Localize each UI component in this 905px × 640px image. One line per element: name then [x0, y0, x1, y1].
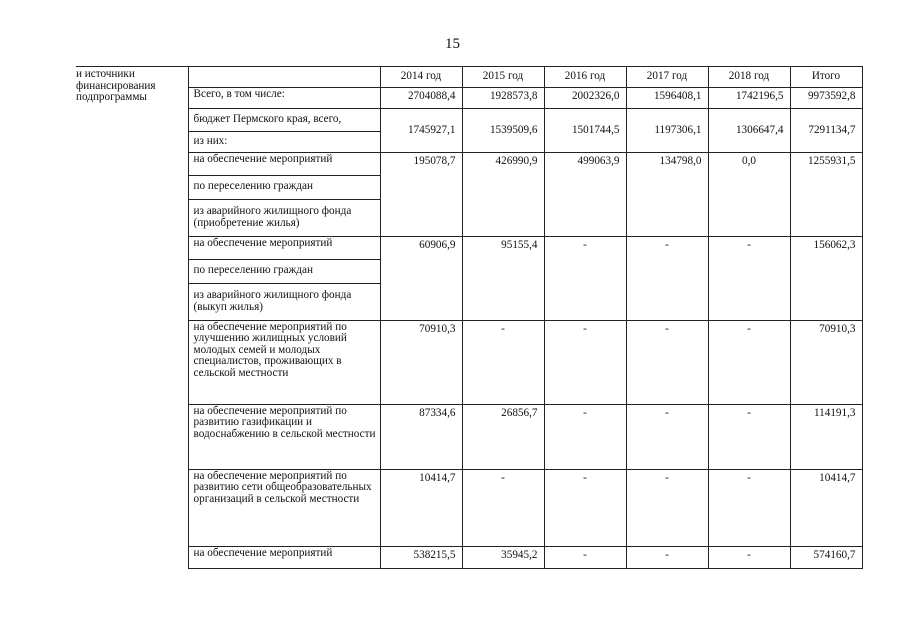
value-cell: 195078,7 — [380, 152, 462, 236]
header-2018: 2018 год — [708, 67, 790, 88]
value-cell: - — [626, 404, 708, 469]
value-cell: 87334,6 — [380, 404, 462, 469]
header-row — [76, 67, 862, 88]
value-cell: - — [462, 320, 544, 404]
value-cell: 1596408,1 — [626, 87, 708, 108]
row-label: на обеспечение мероприятий по улучшению жилищных условий молодых семей и молодых специалистов, проживающих в сельской местности — [188, 320, 380, 404]
table-row-g1 — [76, 152, 862, 175]
value-cell: - — [626, 236, 708, 320]
value-cell: 426990,9 — [462, 152, 544, 236]
value-cell: - — [544, 320, 626, 404]
financing-sources-label: и источники финансирования подпрограммы — [76, 68, 156, 103]
value-cell: - — [462, 469, 544, 546]
table-row-g6 — [76, 546, 862, 568]
value-cell: 9973592,8 — [790, 87, 862, 108]
value-cell: - — [544, 404, 626, 469]
value-cell: - — [544, 469, 626, 546]
row-label: Всего, в том числе: — [188, 87, 380, 108]
value-cell: - — [626, 320, 708, 404]
value-cell: 1928573,8 — [462, 87, 544, 108]
value-cell: 156062,3 — [790, 236, 862, 320]
value-cell: 35945,2 — [462, 546, 544, 568]
table-row-g2 — [76, 236, 862, 259]
value-cell: - — [544, 546, 626, 568]
header-total: Итого — [790, 67, 862, 88]
row-label: бюджет Пермского края, всего, — [188, 108, 380, 131]
row-label: на обеспечение мероприятий по развитию газификации и водоснабжению в сельской местности — [188, 404, 380, 469]
row-label: на обеспечение мероприятий — [188, 236, 380, 259]
table-row-g3 — [76, 320, 862, 404]
value-cell: 70910,3 — [380, 320, 462, 404]
value-cell: - — [544, 236, 626, 320]
row-label: по переселению граждан — [188, 259, 380, 283]
value-cell: 114191,3 — [790, 404, 862, 469]
page-number: 15 — [445, 36, 460, 52]
value-cell: 1255931,5 — [790, 152, 862, 236]
table-row-g4 — [76, 404, 862, 469]
value-cell: 574160,7 — [790, 546, 862, 568]
value-cell: 1197306,1 — [626, 108, 708, 152]
value-cell: - — [708, 469, 790, 546]
value-cell: - — [708, 236, 790, 320]
financing-table — [76, 66, 863, 569]
value-cell: 0,0 — [708, 152, 790, 236]
table-row-g5 — [76, 469, 862, 546]
value-cell: 538215,5 — [380, 546, 462, 568]
table-row-budget — [76, 108, 862, 131]
value-cell: 1306647,4 — [708, 108, 790, 152]
value-cell: 60906,9 — [380, 236, 462, 320]
value-cell: 1501744,5 — [544, 108, 626, 152]
value-cell: 499063,9 — [544, 152, 626, 236]
value-cell: 10414,7 — [790, 469, 862, 546]
value-cell: - — [626, 469, 708, 546]
value-cell: - — [708, 404, 790, 469]
row-label: на обеспечение мероприятий — [188, 152, 380, 175]
value-cell: 134798,0 — [626, 152, 708, 236]
value-cell: 1539509,6 — [462, 108, 544, 152]
value-cell: 95155,4 — [462, 236, 544, 320]
value-cell: 1742196,5 — [708, 87, 790, 108]
value-cell: 70910,3 — [790, 320, 862, 404]
row-label: по переселению граждан — [188, 175, 380, 199]
header-2015: 2015 год — [462, 67, 544, 88]
row-label: на обеспечение мероприятий — [188, 546, 380, 568]
left-label-cell — [76, 67, 188, 569]
row-label: из них: — [188, 131, 380, 152]
value-cell: 10414,7 — [380, 469, 462, 546]
value-cell: 7291134,7 — [790, 108, 862, 152]
row-label: из аварийного жилищного фонда (выкуп жилья) — [188, 283, 380, 320]
header-empty-cell — [188, 67, 380, 88]
value-cell: - — [708, 320, 790, 404]
value-cell: 2704088,4 — [380, 87, 462, 108]
value-cell: 2002326,0 — [544, 87, 626, 108]
value-cell: - — [708, 546, 790, 568]
header-2014: 2014 год — [380, 67, 462, 88]
row-label: из аварийного жилищного фонда (приобретение жилья) — [188, 199, 380, 236]
table-row-total — [76, 87, 862, 108]
header-2017: 2017 год — [626, 67, 708, 88]
header-2016: 2016 год — [544, 67, 626, 88]
value-cell: 26856,7 — [462, 404, 544, 469]
row-label: на обеспечение мероприятий по развитию сети общеобразовательных организаций в сельской местности — [188, 469, 380, 546]
value-cell: - — [626, 546, 708, 568]
value-cell: 1745927,1 — [380, 108, 462, 152]
